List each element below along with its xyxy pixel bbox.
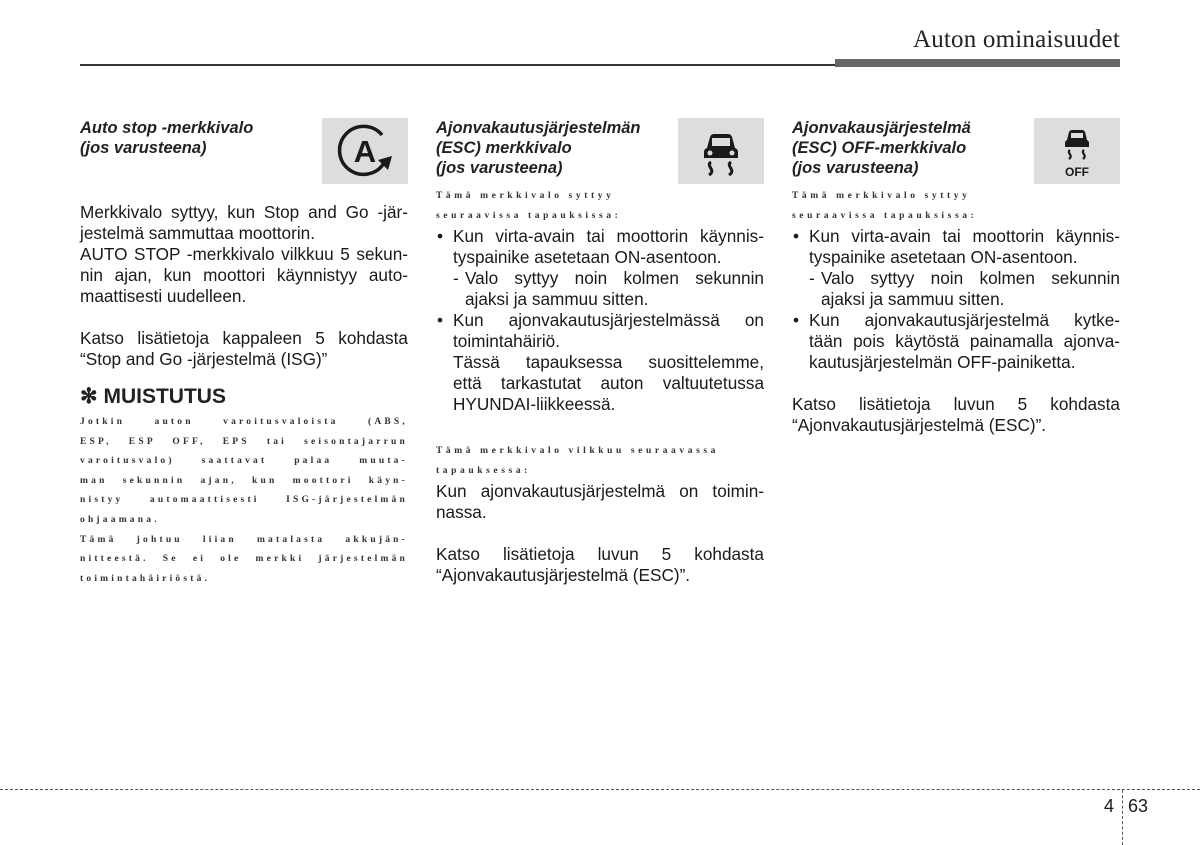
section-number: 4 xyxy=(1104,796,1115,816)
esc-list xyxy=(436,226,764,268)
esc-flash-label: Tämä merkkivalo vilkkuu seuraavassa tapauksessa: xyxy=(436,446,720,476)
auto-stop-icon xyxy=(322,118,408,184)
esc-reference: Katso lisätietoja luvun 5 kohdasta “Ajonvakautusjärjestelmä (ESC)”. xyxy=(436,544,764,585)
svg-text:A: A xyxy=(353,134,377,169)
note-title: ✻ MUISTUTUS xyxy=(80,385,226,408)
esc-skid-icon xyxy=(678,118,764,184)
esc-off-heading: Ajonvakausjärjestelmä (ESC) OFF-merkkivalo (jos varusteena) xyxy=(792,119,971,177)
esc-off-icon xyxy=(1034,118,1120,184)
esc-flash-text: Kun ajonvakautusjärjestelmä on toimin- nassa. xyxy=(436,481,764,522)
page-number: 63 xyxy=(1128,796,1149,816)
esc-off-reference: Katso lisätietoja luvun 5 kohdasta “Ajonvakautusjärjestelmä (ESC)”. xyxy=(792,394,1120,435)
note-line: ohjaamana. xyxy=(80,514,160,525)
esc-off-sub-item: - Valo syttyy noin kolmen sekunnin ajaksi ja sammuu sitten. xyxy=(809,268,1120,309)
footer-rule xyxy=(0,789,1200,790)
header-bar xyxy=(835,59,1120,67)
note-line: varoitusvalo) saattavat palaa muuta- xyxy=(80,456,408,467)
esc-off-condition-label: Tämä merkkivalo syttyy seuraavissa tapauksissa: xyxy=(792,191,978,221)
esc-off-list xyxy=(792,226,1120,268)
list-item: • Kun ajonvakautusjärjestelmässä on toimintahäiriö. xyxy=(436,310,764,352)
note-line: Jotkin auton varoitusvaloista (ABS, xyxy=(80,417,408,427)
note-asterisk-icon: ✻ xyxy=(80,385,98,408)
section-title: Auton ominaisuudet xyxy=(912,26,1120,53)
list-item: • Kun virta-avain tai moottorin käynnis- tyspainike asetetaan ON-asentoon. xyxy=(436,226,764,268)
auto-stop-paragraph-1: Merkkivalo syttyy, kun Stop and Go -jär- jestelmä sammuttaa moottorin. xyxy=(80,202,408,243)
list-item: • Kun virta-avain tai moottorin käynnis- tyspainike asetetaan ON-asentoon. xyxy=(792,226,1120,268)
auto-stop-paragraph-2: AUTO STOP -merkkivalo vilkkuu 5 sekun- nin ajan, kun moottori käynnistyy auto- maattisesti uudelleen. xyxy=(80,244,408,306)
column-esc-off xyxy=(792,116,1120,436)
note-line: toimintahäiriöstä. xyxy=(80,573,211,584)
note-box xyxy=(80,384,408,589)
esc-sub-item: - Valo syttyy noin kolmen sekunnin ajaksi ja sammuu sitten. xyxy=(453,268,764,309)
svg-text:OFF: OFF xyxy=(1065,165,1089,179)
note-line: ESP, ESP OFF, EPS tai seisontajarrun xyxy=(80,436,408,447)
note-line: man sekunnin ajan, kun moottori käyn- xyxy=(80,475,408,486)
footer-divider xyxy=(1122,790,1123,845)
column-auto-stop xyxy=(80,116,408,589)
column-esc xyxy=(436,116,764,586)
note-line: Tämä johtuu liian matalasta akkujän- xyxy=(80,534,408,545)
esc-condition-label: Tämä merkkivalo syttyy seuraavissa tapauksissa: xyxy=(436,191,622,221)
esc-advice: Tässä tapauksessa suosittelemme, että tarkastutat auton valtuutetussa HYUNDAI-liikkeessä. xyxy=(453,352,764,414)
auto-stop-reference: Katso lisätietoja kappaleen 5 kohdasta “Stop and Go -järjestelmä (ISG)” xyxy=(80,328,408,369)
auto-stop-heading: Auto stop -merkkivalo (jos varusteena) xyxy=(80,119,254,157)
header-rule xyxy=(80,64,835,66)
esc-heading: Ajonvakautusjärjestelmän (ESC) merkkivalo (jos varusteena) xyxy=(436,119,641,177)
note-line: nitteestä. Se ei ole merkki järjestelmän xyxy=(80,554,408,565)
list-item: • Kun ajonvakautusjärjestelmä kytke- tään pois käytöstä painamalla ajonva- kautusjärjestelmän OFF-painiketta. xyxy=(792,310,1120,373)
note-line: nistyy automaattisesti ISG-järjestelmän xyxy=(80,495,408,506)
